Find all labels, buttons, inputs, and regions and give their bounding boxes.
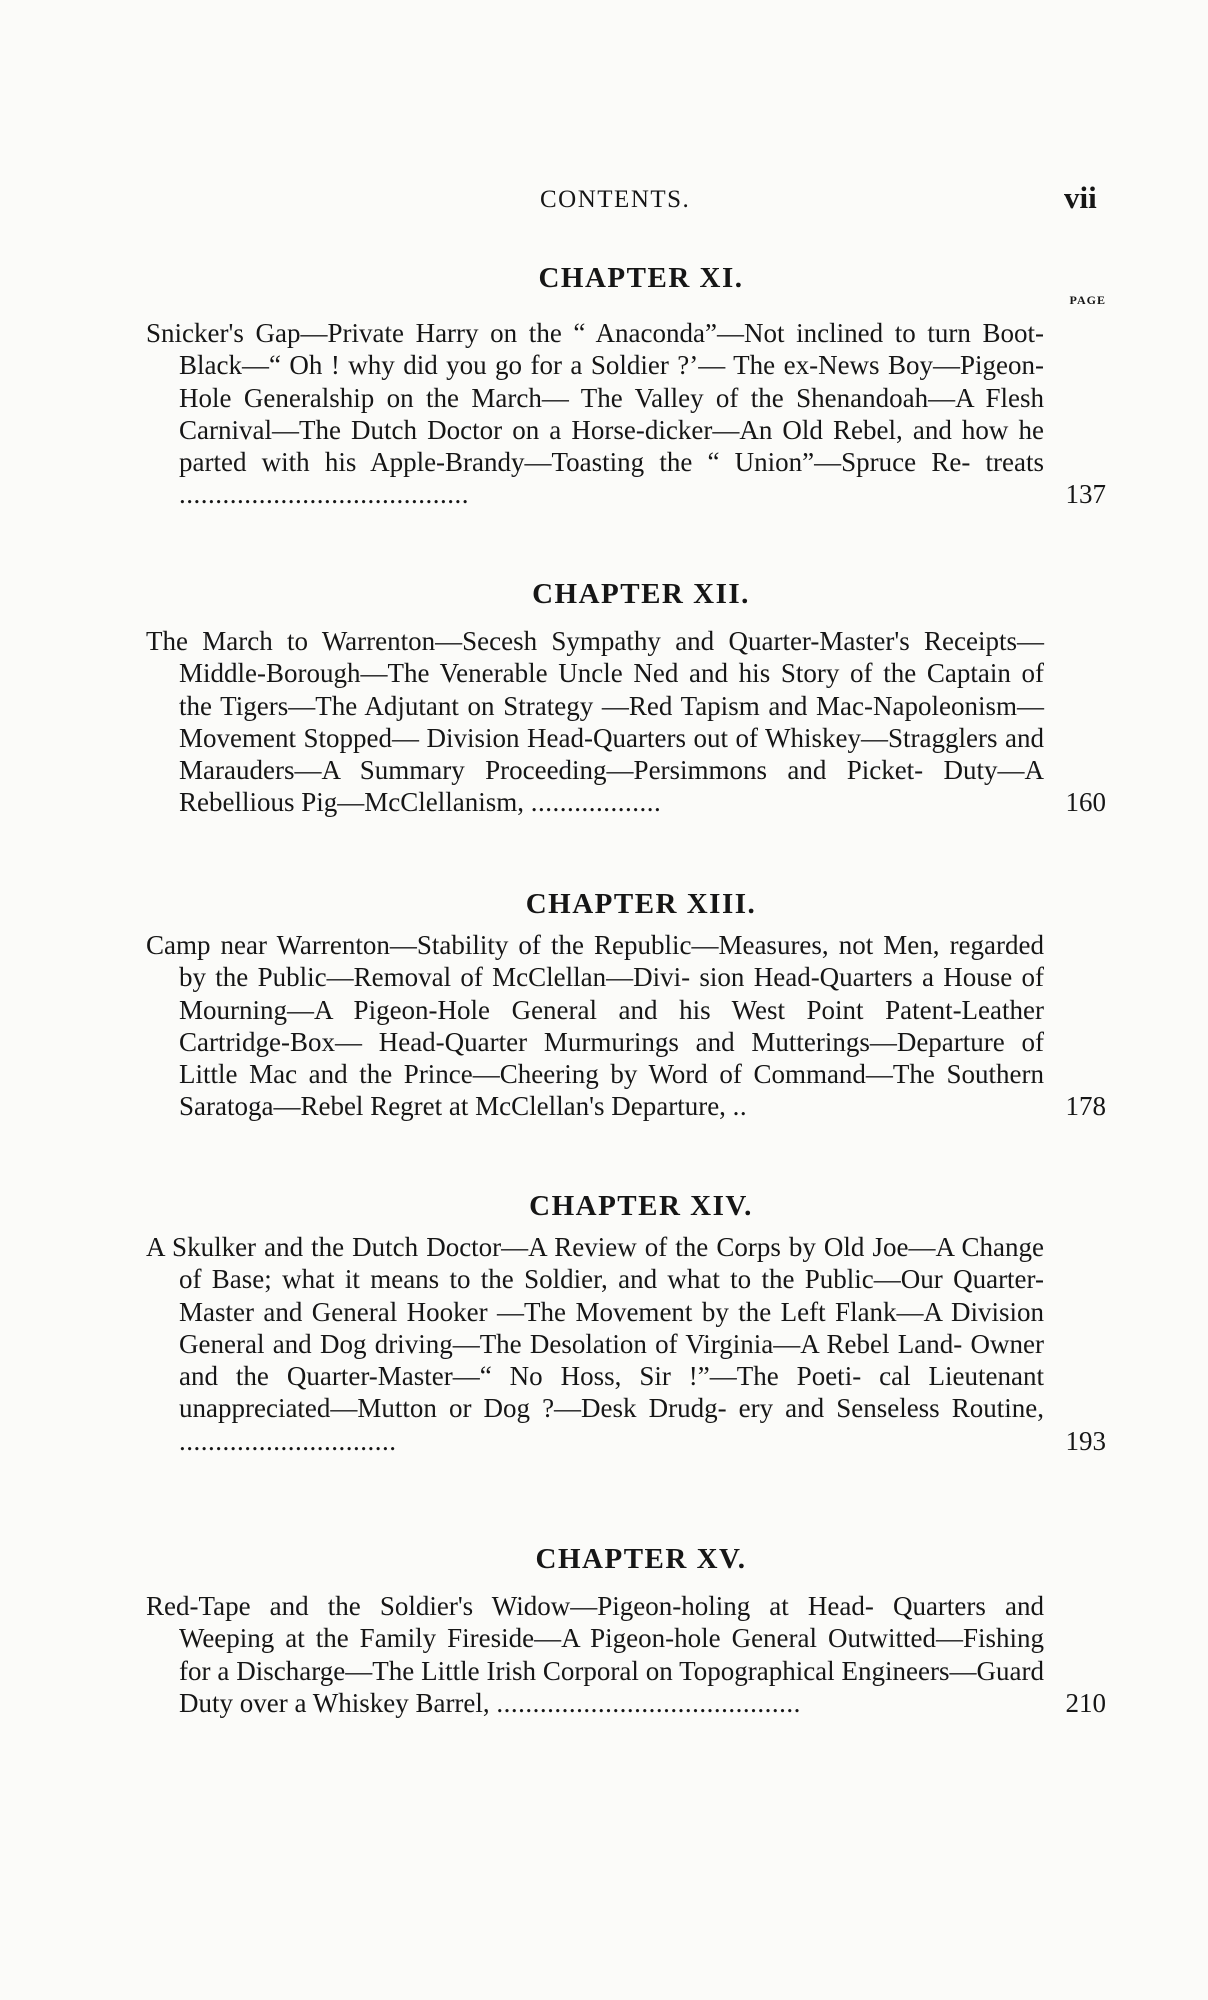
page-reference: 160 bbox=[1065, 787, 1106, 818]
chapter-summary bbox=[146, 1590, 1106, 1719]
dot-leader: .............................. bbox=[179, 1425, 397, 1456]
page-reference: 210 bbox=[1065, 1687, 1106, 1718]
page-reference: 178 bbox=[1065, 1091, 1106, 1122]
running-title: CONTENTS. bbox=[540, 186, 691, 213]
chapter-heading: CHAPTER XII. bbox=[532, 578, 750, 610]
chapter-summary bbox=[146, 1231, 1106, 1457]
chapter-xii bbox=[146, 578, 1106, 846]
chapter-heading: CHAPTER XIII. bbox=[525, 888, 757, 920]
dot-leader: .. bbox=[732, 1091, 748, 1122]
dot-leader: .................. bbox=[530, 787, 662, 818]
page-reference: 137 bbox=[1065, 479, 1106, 510]
page-number: vii bbox=[1064, 180, 1097, 215]
chapter-summary bbox=[146, 929, 1106, 1123]
chapter-heading: CHAPTER XIV. bbox=[529, 1190, 753, 1222]
chapter-xiii bbox=[146, 888, 1106, 1150]
summary-text: A Skulker and the Dutch Doctor—A Review of the Corps by Old Joe—A Change of Base; what it means to the Soldier, and what to the Public—Our Quarter-Master and General Hooker —The Movement by the Left Flank—A Division General and Dog driving—The Desolation of Virginia—A Rebel Land- Owner and the Quarter-Master—“ No Hoss, Sir !”—The Poeti- cal Lieutenant unappreciated—Mutton or Dog ?—Desk Drudg- ery and Senseless Routine, bbox=[146, 1232, 1044, 1424]
summary-text: The March to Warrenton—Secesh Sympathy and Quarter-Master's Receipts—Middle-Borough—The Venerable Uncle Ned and his Story of the Captain of the Tigers—The Adjutant on Strategy —Red Tapism and Mac-Napoleonism—Movement Stopped— Division Head-Quarters out of Whiskey—Stragglers and Marauders—A Summary Proceeding—Persimmons and Picket- Duty—A Rebellious Pig—McClellanism, bbox=[146, 626, 1044, 818]
summary-text: Red-Tape and the Soldier's Widow—Pigeon-holing at Head- Quarters and Weeping at the Family Fireside—A Pigeon-hole General Outwitted—Fishing for a Discharge—The Little Irish Corporal on Topographical Engineers—Guard Duty over a Whiskey Barrel, bbox=[146, 1591, 1044, 1718]
chapter-summary bbox=[146, 625, 1106, 819]
chapter-xiv bbox=[146, 1190, 1106, 1484]
summary-text: Camp near Warrenton—Stability of the Republic—Measures, not Men, regarded by the Public—Removal of McClellan—Divi- sion Head-Quarters a House of Mourning—A Pigeon-Hole General and his West Point Patent-Leather Cartridge-Box— Head-Quarter Murmurings and Mutterings—Departure of Little Mac and the Prince—Cheering by Word of Command—The Southern Saratoga—Rebel Regret at McClellan's Departure, bbox=[146, 930, 1044, 1122]
page-column-label: PAGE bbox=[1069, 293, 1106, 307]
running-header bbox=[0, 180, 1208, 226]
page-reference: 193 bbox=[1065, 1425, 1106, 1456]
chapter-heading: CHAPTER XV. bbox=[535, 1543, 747, 1575]
dot-leader: ........................................ bbox=[179, 479, 469, 510]
summary-text: Snicker's Gap—Private Harry on the “ Anaconda”—Not inclined to turn Boot-Black—“ Oh ! why did you go for a Soldier ?’— The ex-News Boy—Pigeon-Hole Generalship on the March— The Valley of the Shenandoah—A Flesh Carnival—The Dutch Doctor on a Horse-dicker—An Old Rebel, and how he parted with his Apple-Brandy—Toasting the “ Union”—Spruce Re- treats bbox=[146, 318, 1044, 478]
chapter-xv bbox=[146, 1543, 1106, 1746]
dot-leader: .......................................... bbox=[496, 1687, 801, 1718]
chapter-heading: CHAPTER XI. bbox=[538, 262, 744, 294]
chapter-xi bbox=[146, 262, 1106, 538]
chapter-summary bbox=[146, 317, 1106, 511]
